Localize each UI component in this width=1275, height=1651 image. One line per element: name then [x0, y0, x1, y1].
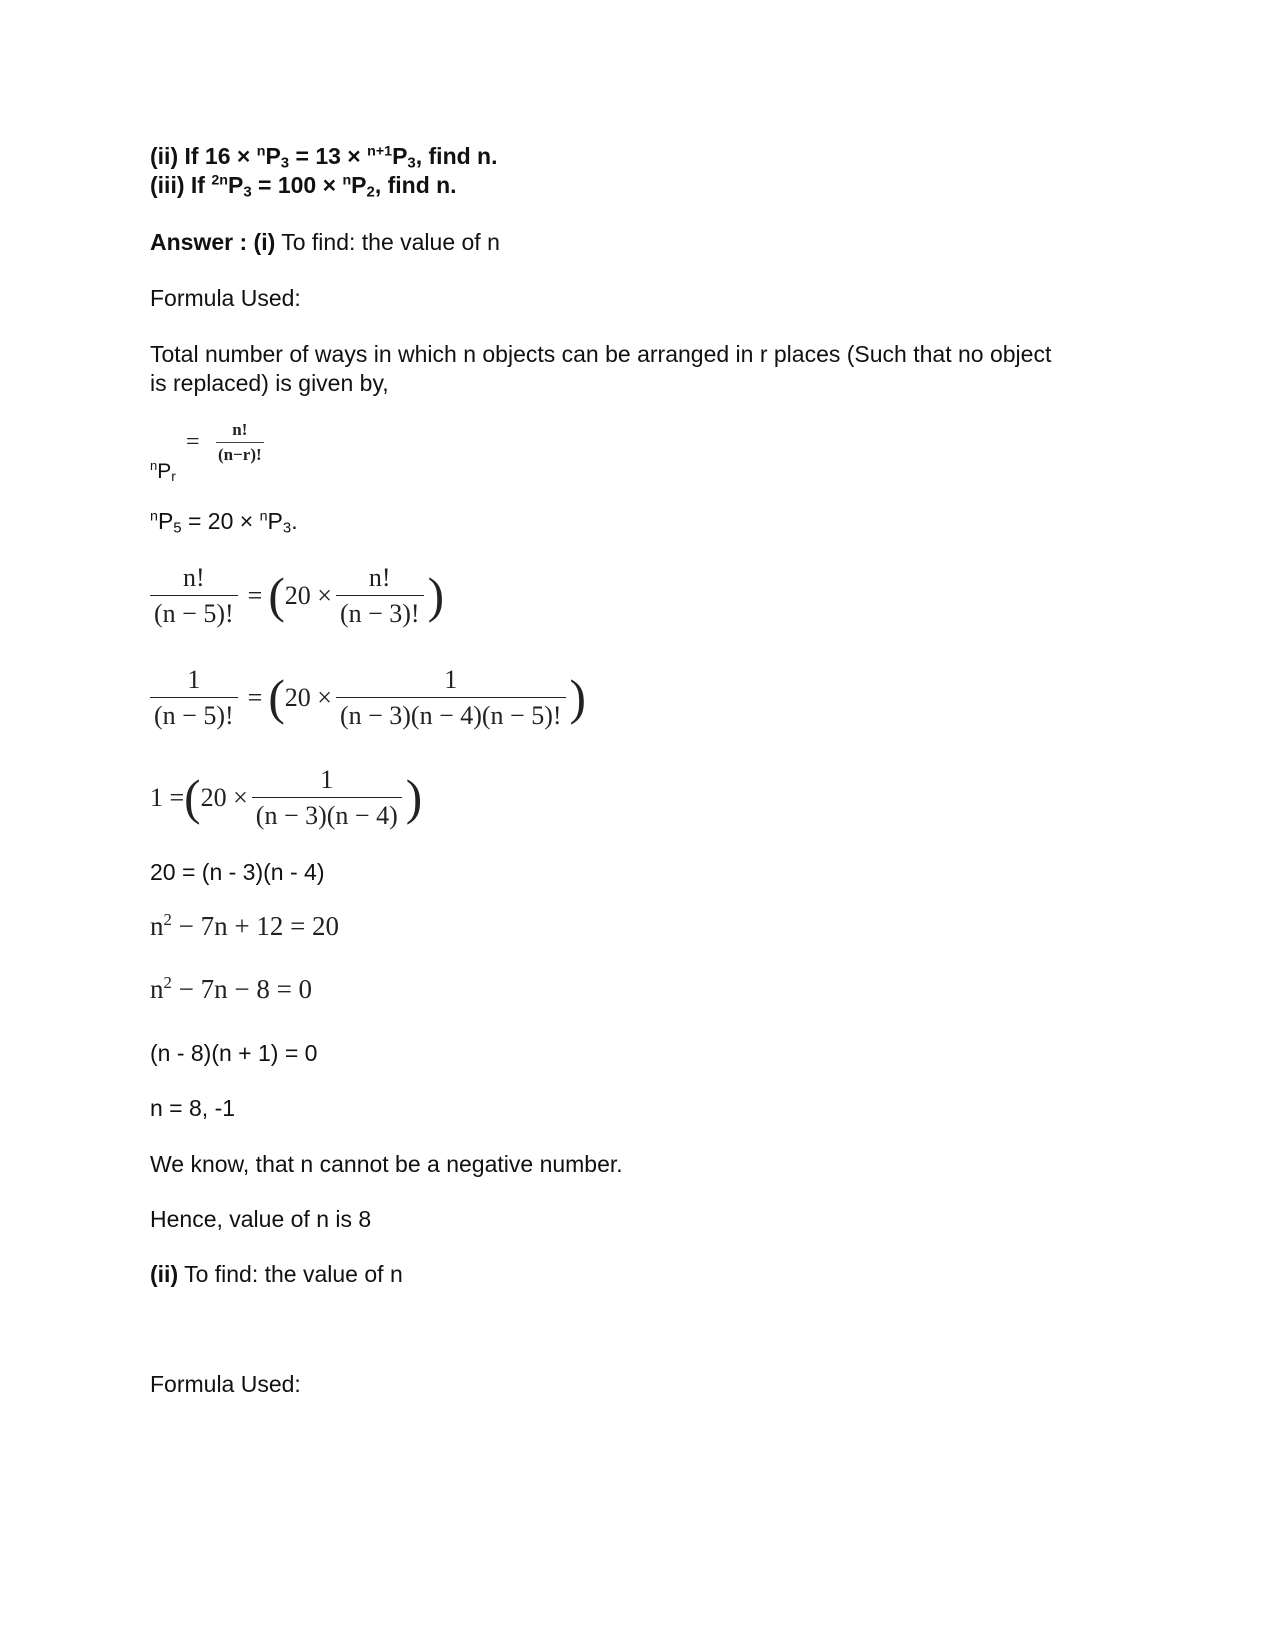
- step1-coef: 20 ×: [284, 581, 332, 611]
- step2-right-fraction: [336, 664, 566, 731]
- step3-fraction: [252, 764, 402, 831]
- step3-rparen: ): [405, 769, 423, 825]
- answer-line: [150, 229, 500, 257]
- given-sub2: 3: [282, 519, 292, 537]
- npr-sup: n: [150, 458, 158, 473]
- q2-sup1: n: [256, 143, 266, 160]
- formula-used-heading-2: Formula Used:: [150, 1371, 301, 1397]
- npr-denominator: (n−r)!: [216, 442, 264, 465]
- step-6-equation: [150, 973, 312, 1005]
- question-ii: [150, 143, 498, 173]
- q2-p2: P: [392, 143, 408, 169]
- given-sub1: 5: [173, 519, 182, 537]
- q3-sub2: 2: [366, 183, 375, 201]
- step1-lnum: n!: [182, 563, 205, 592]
- answer-part: (i): [253, 229, 276, 255]
- given-p1: P: [157, 508, 174, 534]
- step1-left-fraction: [150, 562, 238, 629]
- step1-rnum: n!: [368, 563, 391, 592]
- step-10-text: Hence, value of n is 8: [150, 1206, 372, 1232]
- step1-lden: (n − 5)!: [150, 595, 238, 629]
- step-7-text: (n - 8)(n + 1) = 0: [150, 1040, 318, 1066]
- q3-prefix: (iii) If: [150, 172, 212, 198]
- q2-sub1: 3: [280, 154, 290, 172]
- step1-rparen: ): [427, 567, 445, 623]
- part2-label: (ii): [150, 1261, 179, 1287]
- step-1-equation: [150, 562, 444, 629]
- step1-lparen: (: [268, 567, 285, 623]
- given-p2: P: [267, 508, 283, 534]
- step2-rden: (n − 3)(n − 4)(n − 5)!: [336, 697, 566, 731]
- step5-exponent: 2: [163, 910, 172, 929]
- npr-numerator: n!: [232, 420, 248, 439]
- step6-base: n: [150, 974, 164, 1005]
- npr-equals: =: [186, 429, 200, 455]
- step3-coef: 20 ×: [200, 783, 248, 813]
- formula-used-heading: Formula Used:: [150, 285, 301, 311]
- q2-eq: = 13 ×: [289, 143, 368, 169]
- step2-coef: 20 ×: [284, 683, 332, 713]
- q3-eq: = 100 ×: [251, 172, 343, 198]
- definition-text: Total number of ways in which n objects can be arranged in r places (Such that no object is replaced) is given by,: [150, 341, 1052, 396]
- step5-rest: − 7n + 12 = 20: [171, 911, 340, 942]
- step3-lhs: 1 =: [150, 783, 185, 813]
- step-3-equation: [150, 764, 422, 831]
- npr-sub: r: [171, 469, 176, 485]
- step1-equals: =: [247, 581, 263, 611]
- step-5-equation: [150, 910, 339, 942]
- q2-p1: P: [265, 143, 281, 169]
- q2-sup2: n+1: [367, 143, 393, 160]
- part-ii-line: [150, 1261, 403, 1289]
- step3-rnum: 1: [320, 765, 334, 794]
- q2-sub2: 3: [407, 154, 416, 172]
- given-sup1: n: [150, 508, 158, 525]
- step1-right-fraction: [336, 562, 424, 629]
- q3-sup2: n: [342, 172, 352, 189]
- step3-lparen: (: [184, 769, 201, 825]
- step2-equals: =: [247, 683, 263, 713]
- npr-fraction: [216, 420, 264, 466]
- step2-rnum: 1: [444, 665, 458, 694]
- step-8-text: n = 8, -1: [150, 1095, 236, 1121]
- step2-lnum: 1: [187, 665, 201, 694]
- given-equation: [150, 508, 298, 538]
- step3-rden: (n − 3)(n − 4): [252, 797, 402, 831]
- answer-label: Answer :: [150, 229, 254, 255]
- npr-p: P: [157, 459, 172, 483]
- given-end: .: [291, 508, 298, 534]
- q3-p2: P: [351, 172, 367, 198]
- q3-sup1: 2n: [211, 172, 228, 189]
- given-mid: = 20 ×: [181, 508, 260, 534]
- step2-rparen: ): [569, 669, 586, 725]
- q2-suffix: , find n.: [415, 143, 498, 169]
- step6-rest: − 7n − 8 = 0: [171, 974, 313, 1005]
- q3-sub1: 3: [243, 183, 252, 201]
- step5-base: n: [150, 911, 164, 942]
- step-9-text: We know, that n cannot be a negative number.: [150, 1151, 623, 1177]
- step2-left-fraction: [150, 664, 238, 731]
- question-iii: [150, 172, 457, 202]
- step2-lparen: (: [268, 669, 285, 725]
- part2-text: To find: the value of n: [178, 1261, 403, 1287]
- step1-rden: (n − 3)!: [336, 595, 424, 629]
- q3-suffix: , find n.: [374, 172, 457, 198]
- q2-prefix: (ii) If 16 ×: [150, 143, 257, 169]
- q3-p1: P: [227, 172, 244, 198]
- given-sup2: n: [259, 508, 268, 525]
- step6-exponent: 2: [163, 973, 172, 992]
- answer-text: To find: the value of n: [275, 229, 500, 255]
- step-2-equation: [150, 664, 586, 731]
- npr-symbol: [150, 458, 176, 486]
- step2-lden: (n − 5)!: [150, 697, 238, 731]
- step-4-text: 20 = (n - 3)(n - 4): [150, 859, 325, 885]
